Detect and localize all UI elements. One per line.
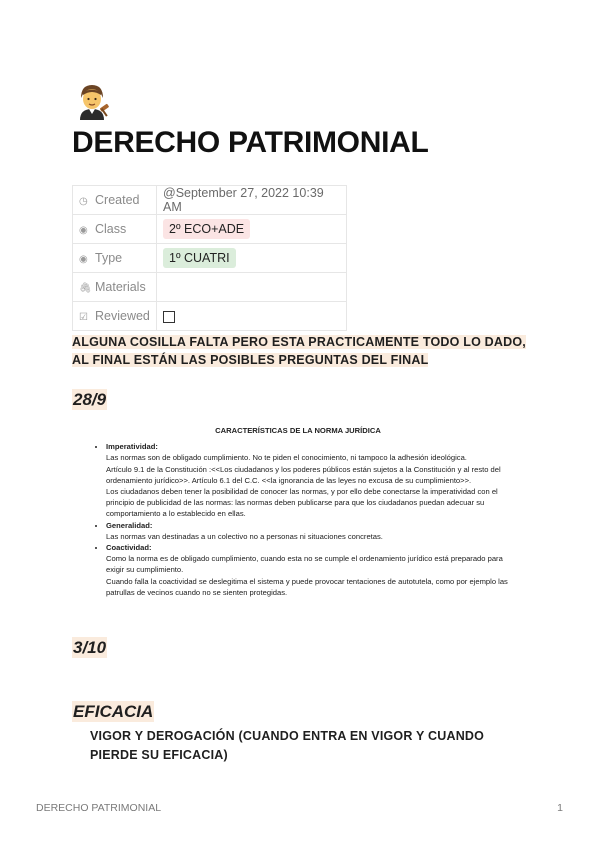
page-title: DERECHO PATRIMONIAL [72,126,429,159]
list-item-line: Cuando falla la coactividad se deslegitima el sistema y puede provocar tentaciones de autotutela, como por ejemplo las patrullas de vecinos cuando no se sienten protegidas. [106,576,508,597]
heading-text: EFICACIA [73,702,154,721]
list-item-heading: • Imperatividad: [106,442,158,452]
footer-page-number: 1 [557,802,563,814]
list-item [106,520,508,542]
property-label: Created [95,193,140,207]
list-item-line: Los ciudadanos deben tener la posibilidad de conocer las normas, y por ello debe conectarse la imperatividad con el principio de publicidad de las normas: las normas deben publicarse para que los ciudadanos puedan adecuar su comportamiento a lo establecido en ellas. [106,487,498,519]
list-item-line: Como la norma es de obligado cumplimiento, cuando esta no se cumple el ordenamiento jurídico está preparado para exigir su cumplimiento. [106,554,503,575]
select-icon: ◉ [79,254,88,265]
list-item-line: Artículo 9.1 de la Constitución :<<Los ciudadanos y los poderes públicos están sujetos a la Constitución y al resto del ordenamiento jurídico>>. Artículo 6.1 del C.C. <<la ignorancia de las leyes no excusa de su cumplimiento>>. [106,464,501,485]
property-label: Materials [95,280,146,294]
property-value[interactable] [157,244,347,273]
property-value[interactable] [157,302,347,331]
type-tag[interactable]: 1º CUATRI [163,248,236,268]
property-name [73,244,157,273]
heading-date-28-9 [72,390,107,410]
judge-emoji-icon [72,80,112,120]
property-name [73,215,157,244]
subheading-vigor-derogacion: VIGOR Y DEROGACIÓN (CUANDO ENTRA EN VIGOR Y CUANDO PIERDE SU EFICACIA) [90,729,485,762]
footer-title: DERECHO PATRIMONIAL [36,802,162,814]
property-row-materials[interactable] [73,273,347,302]
select-icon: ◉ [79,225,88,236]
created-date: @September 27, 2022 10:39 AM [163,186,324,214]
properties-table [72,185,347,331]
heading-text: 28/9 [73,390,107,409]
list-item [106,441,508,519]
paperclip-icon: 🖇 [79,283,92,294]
list-item-heading: • Generalidad: [106,520,153,530]
property-label: Type [95,251,123,265]
list-item-heading: • Coactividad: [106,543,152,553]
checkbox-property-icon: ☑ [79,312,88,323]
property-row-class[interactable] [73,215,347,244]
class-tag[interactable]: 2º ECO+ADE [163,219,250,239]
property-name [73,302,157,331]
heading-text: 3/10 [73,638,107,657]
heading-date-3-10 [72,638,107,658]
clock-icon: ◷ [79,196,88,207]
property-value[interactable] [157,186,347,215]
property-value[interactable] [157,273,347,302]
property-row-reviewed[interactable] [73,302,347,331]
embedded-doc-list [88,441,508,598]
list-item-line: Las normas son de obligado cumplimiento. No te piden el conocimiento, ni tampoco la adhesión ideológica. [106,453,467,463]
embedded-doc-title: CARACTERÍSTICAS DE LA NORMA JURÍDICA [215,426,381,435]
property-name [73,186,157,215]
list-item [106,542,508,598]
property-label: Class [95,222,127,236]
highlighted-note-text: ALGUNA COSILLA FALTA PERO ESTA PRACTICAMENTE TODO LO DADO, AL FINAL ESTÁN LAS POSIBLES PREGUNTAS DEL FINAL [72,335,526,367]
highlighted-note [72,333,532,369]
property-row-created[interactable] [73,186,347,215]
list-item-line: Las normas van destinadas a un colectivo no a personas ni situaciones concretas. [106,531,383,541]
property-row-type[interactable] [73,244,347,273]
embedded-document-image [88,425,508,598]
property-value[interactable] [157,215,347,244]
property-label: Reviewed [95,309,150,323]
property-name [73,273,157,302]
heading-eficacia [72,702,154,722]
reviewed-checkbox[interactable] [163,311,175,323]
